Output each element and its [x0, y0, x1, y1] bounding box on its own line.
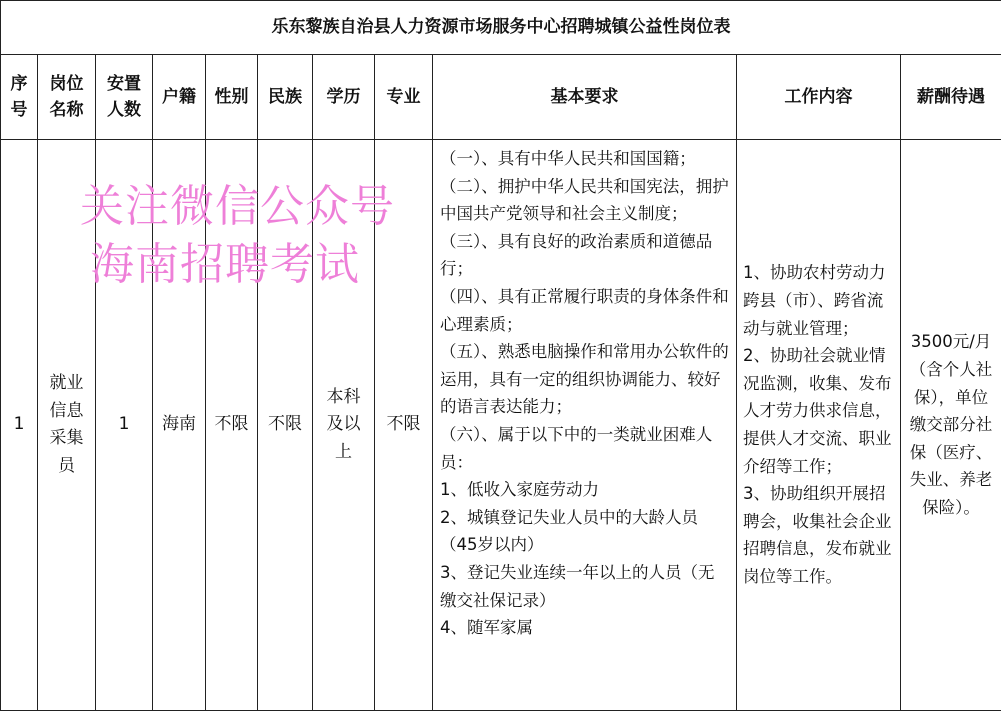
cell-major: 不限 [375, 140, 433, 711]
requirement-item: 2、城镇登记失业人员中的大龄人员（45岁以内） [440, 507, 698, 555]
requirement-item: （六）、属于以下中的一类就业困难人员： [440, 424, 713, 472]
cell-salary: 3500元/月（含个人社保），单位缴交部分社保（医疗、失业、养老保险）。 [901, 140, 1001, 711]
cell-hukou: 海南 [153, 140, 206, 711]
cell-education: 本科及以上 [313, 140, 375, 711]
header-requirements: 基本要求 [433, 55, 737, 140]
header-gender: 性别 [206, 55, 258, 140]
work-item: 2、协助社会就业情况监测，收集、发布人才劳力供求信息，提供人才交流、职业介绍等工作； [743, 346, 892, 476]
header-hukou: 户籍 [153, 55, 206, 140]
watermark-line: 关注微信公众号 [80, 181, 395, 232]
requirement-item: （三）、具有良好的政治素质和道德品行； [440, 231, 713, 279]
requirement-item: （二）、拥护中华人民共和国宪法，拥护中国共产党领导和社会主义制度； [440, 176, 729, 224]
requirement-item: 1、低收入家庭劳动力 [440, 480, 599, 500]
cell-work-content [737, 140, 901, 711]
header-position: 岗位名称 [38, 55, 96, 140]
requirement-item: 3、登记失业连续一年以上的人员（无缴交社保记录） [440, 562, 715, 610]
table-title: 乐东黎族自治县人力资源市场服务中心招聘城镇公益性岗位表 [1, 1, 1001, 55]
requirement-item: 4、随军家属 [440, 618, 533, 638]
cell-position: 就业信息采集员 [38, 140, 96, 711]
header-row [1, 55, 1001, 140]
watermark-line: 海南招聘考试 [90, 239, 360, 290]
cell-count: 1 [96, 140, 153, 711]
requirement-item: （五）、熟悉电脑操作和常用办公软件的运用，具有一定的组织协调能力、较好的语言表达能力； [440, 342, 729, 417]
requirement-item: （四）、具有正常履行职责的身体条件和心理素质； [440, 286, 729, 334]
cell-index: 1 [1, 140, 38, 711]
cell-gender: 不限 [206, 140, 258, 711]
cell-requirements [433, 140, 737, 711]
work-item: 1、协助农村劳动力跨县（市）、跨省流动与就业管理； [743, 263, 886, 338]
header-education: 学历 [313, 55, 375, 140]
header-count: 安置人数 [96, 55, 153, 140]
header-salary: 薪酬待遇 [901, 55, 1001, 140]
header-work-content: 工作内容 [737, 55, 901, 140]
header-ethnicity: 民族 [258, 55, 313, 140]
work-item: 3、协助组织开展招聘会，收集社会企业招聘信息，发布就业岗位等工作。 [743, 484, 892, 586]
header-index: 序号 [1, 55, 38, 140]
table-row [1, 140, 1001, 711]
requirement-item: （一）、具有中华人民共和国国籍； [440, 149, 696, 168]
cell-ethnicity: 不限 [258, 140, 313, 711]
header-major: 专业 [375, 55, 433, 140]
